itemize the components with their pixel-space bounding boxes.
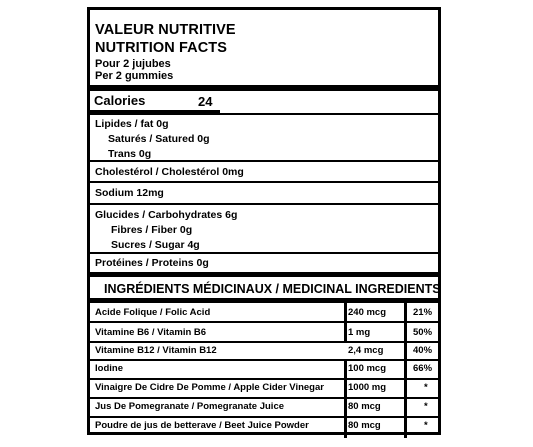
- ingredient-amount: 1000 mg: [348, 382, 387, 393]
- ingredient-name: Vitamine B12 / Vitamin B12: [95, 345, 217, 356]
- ingredient-name: Vitamine B6 / Vitamin B6: [95, 327, 207, 338]
- trans-fat-row: Trans 0g: [108, 148, 152, 160]
- row-divider: [90, 321, 438, 323]
- row-divider: [90, 359, 438, 361]
- ingredient-daily-value: 21%: [413, 307, 433, 318]
- divider: [90, 181, 438, 183]
- ingredient-name: Poudre de jus de betterave / Beet Juice Powder: [95, 420, 309, 431]
- ingredient-name: Jus De Pomegranate / Pomegranate Juice: [95, 401, 285, 412]
- row-divider: [90, 416, 438, 418]
- title-english: NUTRITION FACTS: [95, 40, 227, 56]
- ingredient-amount: 240 mcg: [348, 307, 387, 318]
- divider: [90, 203, 438, 205]
- ingredient-name: Vinaigre De Cidre De Pomme / Apple Cider Vinegar: [95, 382, 324, 393]
- cholesterol-row: Cholestérol / Cholestérol 0mg: [95, 166, 244, 178]
- ingredient-daily-value: *: [424, 401, 428, 412]
- medicinal-ingredients-heading: INGRÉDIENTS MÉDICINAUX / MEDICINAL INGREDIENTS: [104, 282, 441, 296]
- ingredient-name: Iodine: [95, 363, 123, 374]
- serving-size-english: Per 2 gummies: [95, 70, 174, 82]
- row-divider: [90, 378, 438, 380]
- sugars-row: Sucres / Sugar 4g: [111, 239, 200, 251]
- ingredient-amount: 1 mg: [348, 327, 371, 338]
- calories-label: Calories: [94, 93, 146, 108]
- divider: [90, 252, 438, 254]
- ingredient-daily-value: *: [424, 420, 428, 431]
- ingredient-amount: 2,4 mcg: [348, 345, 384, 356]
- column-separator: [344, 303, 347, 343]
- ingredient-daily-value: 40%: [413, 345, 433, 356]
- ingredient-daily-value: 50%: [413, 327, 433, 338]
- protein-row: Protéines / Proteins 0g: [95, 257, 209, 269]
- fibre-row: Fibres / Fiber 0g: [111, 224, 193, 236]
- ingredient-amount: 100 mcg: [348, 363, 387, 374]
- thick-divider: [90, 298, 438, 303]
- serving-size-french: Pour 2 jujubes: [95, 58, 171, 70]
- calories-value: 24: [198, 94, 213, 109]
- ingredient-amount: 80 mcg: [348, 420, 381, 431]
- carbohydrates-row: Glucides / Carbohydrates 6g: [95, 209, 238, 221]
- fat-row: Lipides / fat 0g: [95, 118, 169, 130]
- thick-divider: [90, 272, 438, 277]
- column-separator: [344, 361, 347, 438]
- ingredient-daily-value: *: [424, 382, 428, 393]
- row-divider: [90, 397, 438, 399]
- ingredient-name: Acide Folique / Folic Acid: [95, 307, 211, 318]
- saturated-fat-row: Saturés / Satured 0g: [108, 133, 210, 145]
- thick-divider: [90, 85, 438, 91]
- row-divider: [90, 341, 438, 343]
- divider: [90, 160, 438, 162]
- title-french: VALEUR NUTRITIVE: [95, 22, 236, 38]
- ingredient-daily-value: 66%: [413, 363, 433, 374]
- ingredient-amount: 80 mcg: [348, 401, 381, 412]
- divider: [90, 113, 438, 115]
- sodium-row: Sodium 12mg: [95, 187, 164, 199]
- nutrition-facts-panel: [87, 7, 441, 435]
